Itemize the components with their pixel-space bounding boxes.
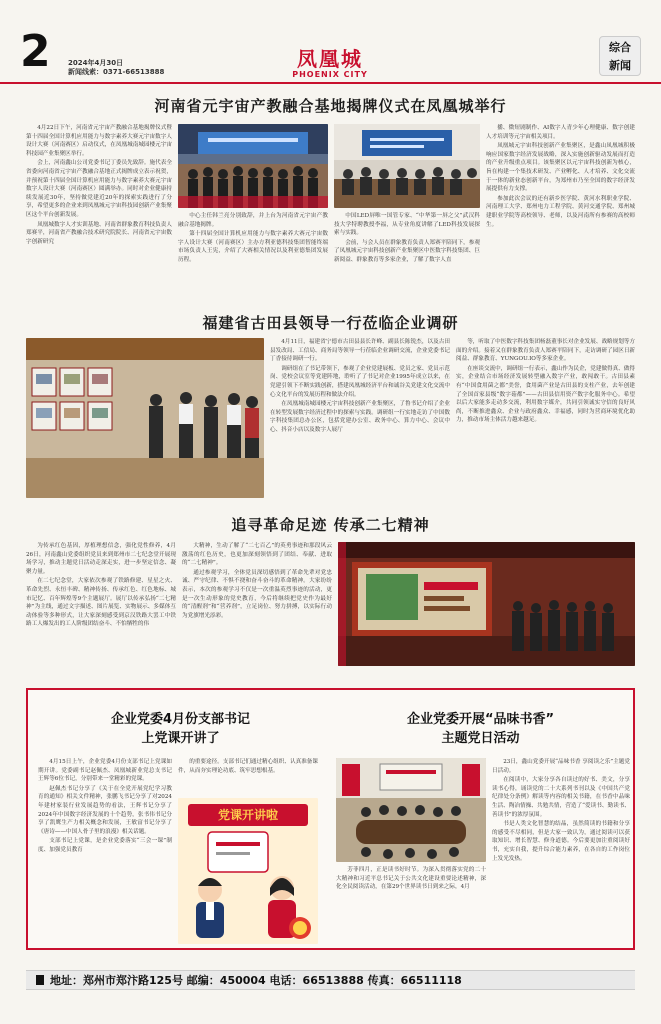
poster-title: 党课开讲啦	[188, 804, 308, 826]
box-right-paragraph: 23日，鑫山党委开展“品味书香 享阅读之乐”主题党日活动。	[492, 759, 630, 774]
article1-paragraph: 4月22日下午，河南省元宇宙产教融合基地揭牌仪式暨第十四届全国计算机应用能力与数字素养大赛元宇宙数字人设计大赛（河南赛区）启动仪式，在凤凰城南城园楼元宇宙科技园产业集聚区举行。	[26, 125, 172, 157]
article1-col1	[26, 124, 172, 302]
box-right-paragraph: 在阅读中，大家分享各自读过的好书、美文，分享读书心得，诵读党的二十大系列书刊以及《中国共产党纪律处分条例》解读等内容的相关书籍，在书香中品味生活、陶冶情操、共勉共情，营造了“爱读书、勤读书、善读书”的浓厚氛围。	[492, 777, 630, 818]
article1-headline: 河南省元宇宙产教融合基地揭牌仪式在凤凰城举行	[154, 97, 507, 115]
article2-headline: 福建省古田县领导一行莅临企业调研	[202, 314, 459, 332]
article1-col2	[178, 212, 328, 302]
box-left-col2	[178, 758, 318, 794]
box-left-paragraph: 赵佩杰书记分享了《关于在全党开展党纪学习教育的通知》相关文件精神，张鹏飞书记分享了对2024年建材家装行业发展趋势的看法，王辉书记分享了2024年中国数字经济发展的十个趋势，张书伟书记分享了凯鹰生产力相关概念和发展，王敏富书记分享了《唐诗——中国人骨子里的浪漫》相关话题。	[38, 785, 172, 835]
header-rule	[0, 82, 661, 84]
article3-headline: 追寻革命足迹 传承二七精神	[231, 516, 430, 534]
article1-paragraph: 中心主任韩兰亮分别致辞，并上台为河南省元宇宙产教融合基地揭牌。	[178, 213, 328, 228]
article2-paragraph: 调研组在了书记带领下，参观了企业党建展板、党员之家、党员示范岗、党校会议室等党建阵地，聆听了了书记对企业1995年成立以来，在党建引领下不断实践创新，搭建凤凰城经济平台和诚谷关党建文化交流中心文化平台的发展历程和做法介绍。	[270, 365, 450, 398]
article3-col2	[182, 542, 332, 666]
section-tag-line1: 综合	[609, 41, 631, 54]
article1-paragraph: 中国LED屏唯一国管专家、“中华第一屏之父”武汉科技大学特聘教授李福，从专业角度讲解了LED科技发展探索与实践。	[334, 213, 480, 237]
article3-paragraph: 大精神，生动了解了“二七百乙”的英勇事迹和那段风云激荡的红色历史，也更加深刻领悟到了团结、奉献、进取的“二七精神”。	[182, 543, 332, 567]
box-right-col	[492, 758, 630, 946]
section-tag-line2: 新闻	[609, 59, 631, 72]
article1-photo-meeting	[334, 124, 480, 208]
footer-contact-text: 地址：郑州市郑汴路125号 邮编：450004 电话：66513888 传真：66511118	[50, 974, 462, 987]
party-activities-box	[26, 688, 635, 950]
article1-col4	[486, 124, 635, 302]
box-right-bottom-text	[336, 866, 486, 946]
box-left-headline-line2: 上党课开讲了	[141, 731, 220, 746]
article3-photo-memorial-hall	[338, 542, 635, 666]
article2-paragraph: 等，听取了中医数字科技集团杨磊董事长对企业发展、战略规划等方面的介绍。接着又在群象教育负责人郑赛平陪同下，走访调研了园区日新阅益、群象教育、YUNGOU.IO等多家企业。	[456, 339, 635, 363]
article1-paragraph: 播、微短剧制作、AI数字人青少年心理健康、数字创建人才培训等元宇宙相关项目。	[486, 125, 635, 140]
article1-paragraph: 第十四届全国计算机应用能力与数字素养大赛元宇宙数字人设计大赛（河南赛区）主办方利亚德科技集团智能终端市场负责人王宪，介绍了大赛相关情况以及利亚德集团发展历程。	[178, 231, 328, 263]
phoenix-city-logo	[270, 48, 390, 79]
dangke-poster	[178, 798, 318, 944]
reading-event-photo	[336, 758, 486, 862]
box-right-paragraph: 芳菲四月，正是读书好时节。为深入贯彻落实党的二十大精神和习近平总书记关于公共文化建设重要论述精神，深化全民阅读活动，在第29个世界读书日到来之际，4月	[336, 867, 486, 891]
article1-col3	[334, 212, 480, 302]
box-right-headline	[333, 710, 628, 748]
box-left-col1	[38, 758, 172, 946]
article3-col1	[26, 542, 176, 666]
footer-contact-bar	[26, 970, 635, 990]
article3-paragraph: 为传承红色基因，厚植理想信念，强化党性修养，4月26日，河南鑫山党委组织党员来到郑州市二七纪念堂开展现场学习，推动主题党日活动走深走实，进一步坚定信念、凝聚力量。	[26, 543, 176, 575]
issue-date: 2024年4月30日	[68, 59, 124, 67]
article1-photo-ceremony	[178, 124, 328, 208]
box-left-headline	[38, 710, 323, 748]
article1-paragraph: 会上，河南鑫山公司党委书记丁委员先致辞。施代表全省委向河南省元宇宙产教融合基地正式揭牌成立表示祝贺，并预祝第十四届全国计算机应用能力与数字素养大赛元宇宙数字人设计大赛（河南赛区）圆满举办。同时对企业健康持续发展近30年，坚持做党建近20年的探索实践进行了分享，希望更多的企业来到凤凰城元宇宙科技园创新产业集聚区这个平台创新发展。	[26, 160, 172, 218]
article1-paragraph: 参加此次会议的还有新乡医学院、黄河水利职业学院、河南理工大学、郑州电力工程学院、黄河交通学院、郑州城建职业学院等高校领导、老师，以及河南所有参赛的高校师生。	[486, 195, 635, 228]
article2-col1	[270, 338, 450, 498]
box-left-headline-line1: 企业党委4月份支部书记	[110, 712, 251, 727]
article3-paragraph: 在二七纪念堂，大家依次参观了铁路修建、星星之火、革命先烈、永恒丰碑、精神传扬、传承红色、红色地标、城市记忆、百年辉煌等9个主题展厅。展厅以传承弘扬“二七精神”为主线，通过文字描述、图片展览、实物展示、多媒体互动体验等多种形式，让大家深刻感受到京汉铁路大罢工中铁路工人爆发出的工人阶级团结奋斗、不怕牺牲的伟	[26, 578, 176, 628]
news-hotline: 新闻线索：0371-66513888	[68, 68, 165, 76]
article2-paragraph: 在凤凰城南城园楼元宇宙科技创新产业集聚区，了鲁书记介绍了企业在转型发展数字经济过程中的探索与实践。调研组一行实地走访了中国数字科技集团总办公区，包括党建办公室、政务中心、算力中心、会议中心、抖音小店以及数字人展厅	[270, 401, 450, 433]
box-right-headline-line1: 企业党委开展“品味书香”	[406, 712, 555, 727]
masthead	[0, 0, 661, 88]
logo-chinese: 凤凰城	[297, 47, 363, 71]
section-tag	[599, 36, 641, 76]
page-number: 2	[20, 26, 51, 77]
article1-paragraph: 会前，与会人员在群象教育负责人郑赛平陪同下，参观了凤凰城元宇宙科技创新产业集聚区中医数字科技集团、巨新阅益、群象教育等多家企业，了解了数字人直	[334, 239, 480, 263]
article2-photo-visit	[26, 338, 264, 498]
box-right-headline-line2: 主题党日活动	[441, 731, 520, 746]
box-left-paragraph: 支部书记上党课，是企业党委落实“三会一课”制度、加强党员教育	[38, 838, 172, 853]
article1-paragraph: 凤凰城数字人才实训基地、河南省群象教育科技负责人郑赛平，河南省产教融合技术研究院院长、河南省元宇宙数字创新研究	[26, 221, 172, 245]
article3-paragraph: 通过参观学习，全体党员深切感悟到了革命先辈对党忠诚、严守纪律、不惧不挠和奋斗奋斗的革命精神。大家纷纷表示，本次的参观学习不仅是一次重温英烈事迹的活动，更是一次生动形象的党史教育，今后将继续把党史作为最好的“清醒剂”和“营养剂”，立足岗位、努力拼搏，以实际行动为党旗增光添彩。	[182, 569, 332, 619]
article2-paragraph: 4月11日，福建省宁德市古田县县长许峰、副县长陈锐杰，以及古田县发改局、工信局、商务局等领导一行莅临企业调研交流，企业党委书记丁香接待调研一行。	[270, 339, 450, 363]
logo-english: PHOENIX CITY	[292, 70, 368, 79]
box-right-paragraph: 书是人类文化智慧的结晶，虽然简读的书籍和分享的感受不尽相同，但是大家一致认为，通过阅读可以获取知识、增长智慧、修身道德。今后要更加注重阅读好书，充实自我，提升综合能力素养，在各自的工作岗位上发光发热。	[492, 821, 630, 862]
article2-col2	[456, 338, 635, 498]
article2-paragraph: 在座谈交流中，调研组一行表示，鑫山作为民企，党建做得真、做得实，企业结合市场经济发展转型融入数字产业，敢闯敢干。古田县素有“中国食用菌之都”美誉，食用菌产业是古田县的支柱产业，去年创建了全国首家县级“数字菇都”——古田县信用资产数字化服务中心。希望以后大家能多走动多交流，利用数字媒介，共同引领诚实守信的良好风尚，不断推进鑫众、企业与政府鑫众、幸福感，同时为营商环境优化助力，推动市场主体活力越来越足。	[456, 365, 635, 424]
cartoon-speakers-icon	[178, 798, 318, 944]
article1-paragraph: 凤凰城元宇宙科技创新产业集聚区，是鑫山凤凰城积极响应国家数字经济发展战略，深入实施创新驱动发展而打造的产业升级重点项目。该集聚区以元宇宙科技创新为核心，旨在构建一个集技术研发、产业孵化、人才培养、文化交流于一体的新业态创新平台，为郑州市乃至全国的数字经济发展提供有力支撑。	[486, 143, 635, 193]
square-marker-icon	[36, 975, 44, 985]
box-left-paragraph: 4月15日上午，企业党委4月份支部书记上党课如期开讲。党委副书记赵佩杰、凤凰城新业党总支书记王辉等6位书记，分别带来一堂精彩的党课。	[38, 759, 172, 783]
box-left-paragraph: 的重要途径。支部书记们通过精心组织、认真准备课件，从而夯实理论功底、筑牢思想根基。	[178, 759, 318, 774]
